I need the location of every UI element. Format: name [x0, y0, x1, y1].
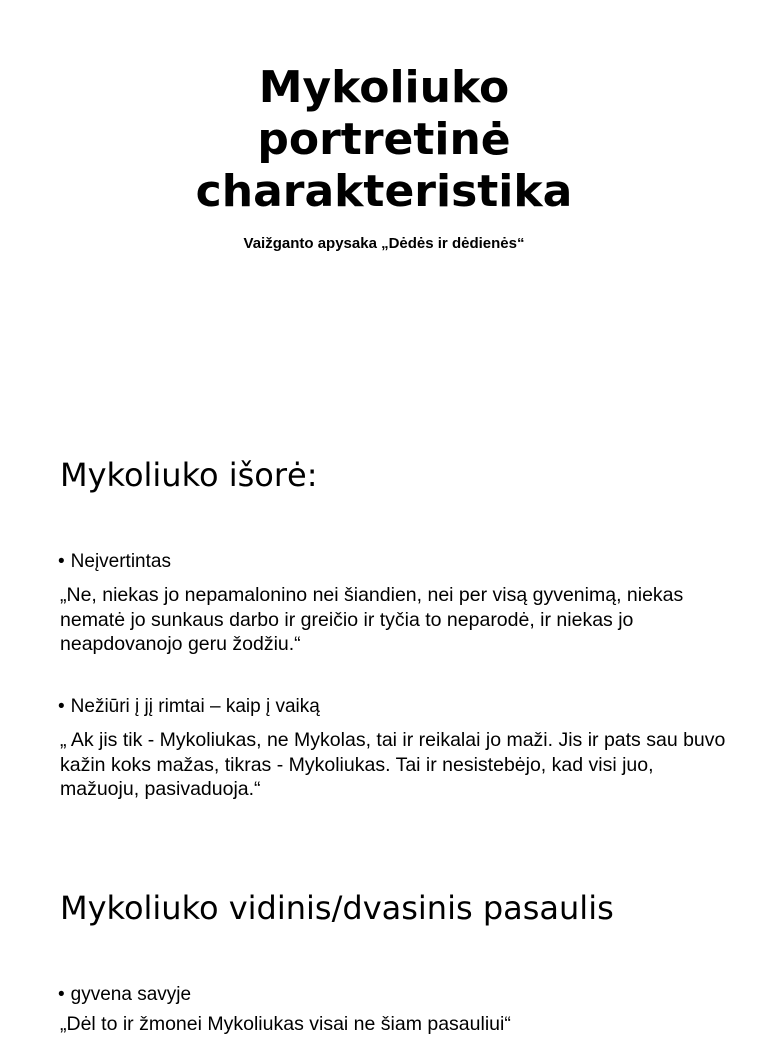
page-subtitle: Vaižganto apysaka „Dėdės ir dėdienės“	[243, 235, 525, 252]
quote-text: „Ne, niekas jo nepamalonino nei šiandien, nei per visą gyvenimą, niekas nematė jo sunkaus darbo ir greičio ir tyčia to neparodė, ir niekas jo neapdovanojo geru žodžiu.“	[60, 584, 684, 655]
bullet-item	[58, 695, 320, 719]
quote-text: „Dėl to ir žmonei Mykoliukas visai ne šiam pasauliui“	[60, 1013, 511, 1035]
bullet-icon: •	[58, 551, 65, 572]
title-slide	[0, 62, 768, 254]
bullet-item	[58, 983, 191, 1007]
bullet-item	[58, 550, 171, 574]
bullet-text: gyvena savyje	[70, 984, 192, 1005]
bullet-text: Neįvertintas	[70, 551, 171, 572]
page-title	[0, 62, 768, 218]
page-title-line: Mykoliuko	[258, 62, 510, 113]
quote-text: „ Ak jis tik - Mykoliukas, ne Mykolas, tai ir reikalai jo maži. Jis ir pats sau buvo kažin koks mažas, tikras - Mykoliukas. Tai ir nesistebėjo, kad visi juo, mažuoju, pasivaduoja.“	[60, 729, 726, 800]
section-heading-exterior: Mykoliuko išorė:	[60, 456, 318, 494]
page-title-line: portretinė	[257, 114, 511, 165]
page-title-line: charakteristika	[195, 166, 573, 217]
bullet-icon: •	[58, 984, 65, 1005]
bullet-icon: •	[58, 696, 65, 717]
bullet-text: Nežiūri į jį rimtai – kaip į vaiką	[70, 696, 320, 717]
section-heading-inner-world: Mykoliuko vidinis/dvasinis pasaulis	[60, 889, 614, 927]
